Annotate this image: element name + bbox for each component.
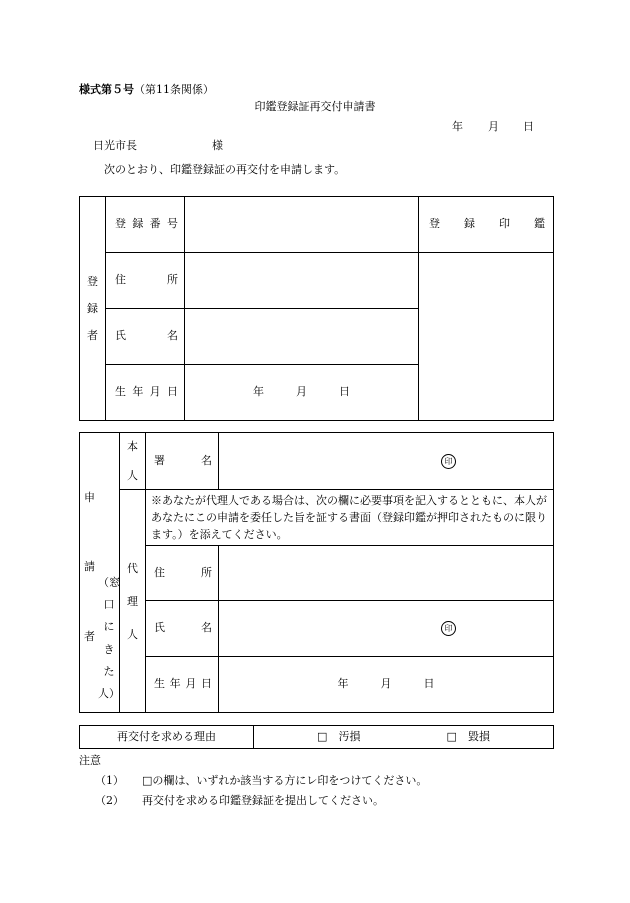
address-char: 所	[167, 273, 178, 287]
registrant-group-char: 者	[87, 329, 98, 342]
seal-header-char: 録	[464, 217, 475, 231]
reg-number-char: 号	[166, 217, 178, 231]
dob-day: 日	[339, 385, 350, 399]
registrant-dob-value-cell[interactable]	[185, 365, 419, 421]
agent-name-value-cell[interactable]	[219, 601, 554, 657]
dob-char: 生	[115, 385, 126, 399]
applicant-sub-char: た	[103, 664, 115, 678]
signature-label-cell	[146, 433, 219, 490]
reason-option-damaged[interactable]: □ 毀損	[446, 729, 490, 743]
reg-number-char: 登	[115, 217, 126, 231]
dob-month: 月	[380, 677, 392, 691]
agent-char: 代	[127, 561, 138, 575]
agent-char: 人	[127, 627, 138, 641]
self-char: 人	[127, 469, 138, 482]
registrant-group-char: 録	[87, 302, 98, 315]
address-char: 所	[201, 565, 212, 579]
seal-stamp-icon: 印	[441, 454, 456, 469]
dob-char: 月	[149, 385, 161, 399]
seal-header-char: 印	[499, 217, 510, 231]
reason-table	[79, 725, 554, 749]
agent-label-cell	[120, 490, 146, 713]
page-title: 印鑑登録証再交付申請書	[254, 100, 376, 113]
seal-header-char: 鑑	[534, 217, 545, 231]
registrant-group-char: 登	[87, 275, 98, 288]
reason-option-soiled[interactable]: □ 汚損	[317, 729, 361, 743]
self-char: 本	[127, 440, 138, 453]
self-label-cell	[120, 433, 146, 490]
date-month-label: 月	[488, 120, 499, 133]
applicant-group-char: 申	[84, 491, 95, 505]
agent-note: ※あなたが代理人である場合は、次の欄に必要事項を記入するとともに、本人があなたにこの申請を委任した旨を証する書面（登録印鑑が押印されたものに限ります。）を添えてください。	[151, 494, 547, 542]
agent-char: 理	[127, 594, 138, 608]
date-day-label: 日	[523, 120, 534, 133]
registrant-address-value-cell[interactable]	[185, 253, 419, 309]
reason-label-cell	[80, 726, 254, 749]
dob-char: 日	[200, 677, 212, 691]
registrant-name-value-cell[interactable]	[185, 309, 419, 365]
dob-char: 生	[154, 677, 165, 691]
honorific: 様	[212, 139, 223, 152]
signature-value-cell[interactable]	[219, 433, 554, 490]
address-char: 住	[115, 273, 126, 287]
reason-label: 再交付を求める理由	[117, 729, 216, 743]
form-article: （第11条関係）	[134, 83, 214, 96]
name-char: 名	[201, 621, 212, 635]
name-char: 氏	[154, 621, 165, 635]
registrant-name-label-cell	[106, 309, 185, 365]
agent-name-label-cell	[146, 601, 219, 657]
registrant-group-cell	[80, 197, 106, 421]
dob-day: 日	[423, 677, 435, 691]
signature-char: 名	[201, 453, 212, 467]
agent-dob-value-cell[interactable]	[219, 657, 554, 713]
dob-char: 年	[132, 385, 144, 399]
signature-char: 署	[154, 453, 165, 467]
seal-header-cell	[419, 197, 554, 253]
addressee: 日光市長	[93, 139, 137, 152]
applicant-group-cell	[80, 433, 120, 713]
form-number: 様式第５号	[79, 83, 134, 96]
reg-number-char: 番	[149, 217, 161, 231]
reg-number-char: 録	[132, 217, 144, 231]
agent-note-cell	[146, 490, 554, 546]
seal-impression-cell[interactable]	[419, 253, 554, 421]
registrant-table	[79, 196, 554, 421]
applicant-sub-char: （窓	[98, 575, 120, 589]
agent-address-label-cell	[146, 546, 219, 601]
seal-stamp-icon: 印	[441, 621, 456, 636]
note-number: （1）	[95, 774, 124, 787]
address-char: 住	[154, 565, 165, 579]
note-item	[95, 795, 384, 806]
agent-dob-label-cell	[146, 657, 219, 713]
name-char: 名	[167, 329, 178, 343]
name-char: 氏	[115, 329, 126, 343]
dob-char: 年	[169, 677, 181, 691]
applicant-sub-char: き	[103, 642, 115, 656]
applicant-sub-char: 人）	[98, 687, 120, 701]
reg-number-value-cell[interactable]	[185, 197, 419, 253]
registrant-address-label-cell	[106, 253, 185, 309]
form-number-line	[79, 84, 214, 95]
reason-options-cell	[254, 726, 554, 749]
seal-header-char: 登	[429, 217, 440, 231]
dob-char: 月	[185, 677, 197, 691]
dob-year: 年	[337, 677, 349, 691]
dob-char: 日	[166, 385, 178, 399]
note-number: （2）	[95, 794, 124, 807]
applicant-sub-char: 口	[103, 598, 115, 612]
note-text: 再交付を求める印鑑登録証を提出してください。	[142, 794, 384, 807]
reg-number-label-cell	[106, 197, 185, 253]
date-year-label: 年	[452, 120, 463, 133]
intro-text: 次のとおり、印鑑登録証の再交付を申請します。	[104, 163, 346, 176]
applicant-group-char: 者	[84, 629, 95, 643]
note-text: □の欄は、いずれか該当する方にレ印をつけてください。	[142, 774, 428, 787]
notes-title: 注意	[79, 754, 101, 767]
dob-month: 月	[296, 385, 307, 399]
dob-year: 年	[253, 385, 264, 399]
registrant-dob-label-cell	[106, 365, 185, 421]
applicant-table	[79, 432, 554, 713]
note-item	[95, 775, 427, 786]
agent-address-value-cell[interactable]	[219, 546, 554, 601]
applicant-sub-char: に	[103, 620, 115, 634]
applicant-group-char: 請	[84, 560, 95, 574]
